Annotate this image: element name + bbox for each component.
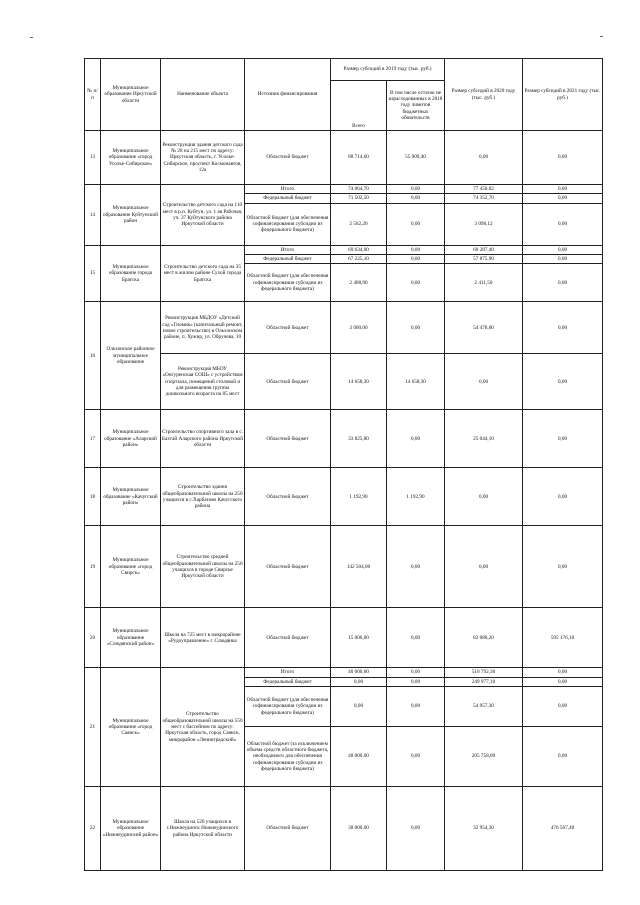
row-2019: 2 562,20 — [331, 203, 387, 245]
row-2021: 0,00 — [523, 677, 603, 686]
row-rest: 14 658,30 — [387, 354, 445, 410]
row-num: 15 — [85, 245, 101, 302]
row-2021: 0,00 — [523, 468, 603, 526]
row-object: Строительство средней общеобразовательной школы на 250 учащихся в городе Свирске Иркутской области — [161, 526, 245, 608]
row-2019: 33 825,80 — [331, 410, 387, 468]
row-rest: 0,00 — [387, 410, 445, 468]
row-rest: 0,00 — [387, 264, 445, 302]
row-2019: 14 658,30 — [331, 354, 387, 410]
row-2021: 0,00 — [523, 255, 603, 264]
row-2020: 60 287,40 — [445, 245, 523, 254]
row-municipality: Муниципальное образование «город Саянск» — [101, 668, 161, 787]
row-2019: 74 064,70 — [331, 185, 387, 194]
row-source: Федеральный бюджет — [245, 194, 331, 203]
row-2021: 0,00 — [523, 245, 603, 254]
header-2019-rest: В том числе остаток не израсходованных в 2018 году лимитов бюджетных обязательств — [387, 81, 445, 131]
row-source: Областной бюджет — [245, 526, 331, 608]
table-row — [85, 131, 603, 185]
row-2020: 0,00 — [445, 131, 523, 185]
header-source: Источник финансирования — [245, 59, 331, 131]
row-2020: 249 977,10 — [445, 677, 523, 686]
row-object: Реконструкция МБОУ «Онгуренская СОШ» с устройством спортзала, помещений столовой и для размещения группы дошкольного возраста на 85 мест — [161, 354, 245, 410]
row-2021: 476 567,40 — [523, 787, 603, 871]
row-municipality: Муниципальное образование «Качугский район» — [101, 468, 161, 526]
scan-mark — [600, 36, 603, 37]
row-2020: 205 758,00 — [445, 727, 523, 787]
row-source: Областной бюджет — [245, 608, 331, 668]
row-2021: 0,00 — [523, 668, 603, 677]
row-2021: 0,00 — [523, 185, 603, 194]
row-2020: 0,00 — [445, 526, 523, 608]
header-2020: Размер субсидий в 2020 году (тыс. руб.) — [445, 59, 523, 131]
row-2021: 0,00 — [523, 354, 603, 410]
table-row — [85, 354, 603, 410]
row-rest: 0,00 — [387, 668, 445, 677]
row-num: 14 — [85, 185, 101, 246]
row-2021: 0,00 — [523, 194, 603, 203]
row-2019: 71 502,50 — [331, 194, 387, 203]
row-municipality: Муниципальное образование «Нижнеудинский район» — [101, 787, 161, 871]
row-source: Итого — [245, 668, 331, 677]
row-2020: 25 044,10 — [445, 410, 523, 468]
row-rest: 0,00 — [387, 194, 445, 203]
row-2021: 0,00 — [523, 410, 603, 468]
row-source: Областной бюджет — [245, 131, 331, 185]
row-source: Областной бюджет (за исключением объема средств областного бюджета, необходимого для обеспечения софинансирования субсидии из федерального бюджета) — [245, 727, 331, 787]
row-num: 17 — [85, 410, 101, 468]
row-2020: 77 450,82 — [445, 185, 523, 194]
table-row — [85, 787, 603, 871]
row-num: 18 — [85, 468, 101, 526]
row-2021: 0,00 — [523, 203, 603, 245]
subsidy-table-sheet — [84, 58, 603, 871]
row-object: Школа на 520 учащихся в г.Нижнеудинск Нижнеудинского района Иркутской области — [161, 787, 245, 871]
row-source: Областной бюджет — [245, 410, 331, 468]
header-municipality: Муниципальное образование Иркутской области — [101, 59, 161, 131]
row-num: 19 — [85, 526, 101, 608]
row-2020: 54 057,30 — [445, 687, 523, 727]
row-municipality: Муниципальное образование «город Свирск» — [101, 526, 161, 608]
row-object: Школа на 725 мест в микрорайоне «Рудоуправление» г. Слюдянка — [161, 608, 245, 668]
header-object: Наименование объекта — [161, 59, 245, 131]
row-2021: 0,00 — [523, 687, 603, 727]
row-rest: 0,00 — [387, 608, 445, 668]
row-num: 22 — [85, 787, 101, 871]
row-2020: 510 792,30 — [445, 668, 523, 677]
row-municipality: Ольхонское районное муниципальное образование — [101, 302, 161, 410]
row-2019: 3 000,00 — [331, 302, 387, 354]
row-object: Строительство детского сада на 35 мест в жилом районе Сухой города Братска — [161, 245, 245, 302]
header-2021: Размер субсидий в 2021 году (тыс. руб.) — [523, 59, 603, 131]
table-row — [85, 668, 603, 677]
row-rest: 1 192,90 — [387, 468, 445, 526]
row-2020: 54 478,00 — [445, 302, 523, 354]
table-row — [85, 245, 603, 254]
row-2020: 57 875,90 — [445, 255, 523, 264]
row-source: Итого — [245, 245, 331, 254]
row-rest: 0,00 — [387, 203, 445, 245]
row-2021: 0,00 — [523, 131, 603, 185]
row-source: Областной бюджет (для обеспечения софинансирования субсидии из федерального бюджета) — [245, 203, 331, 245]
row-municipality: Муниципальное образование Куйтунский район — [101, 185, 161, 246]
row-source: Областной бюджет — [245, 468, 331, 526]
row-rest: 0,00 — [387, 255, 445, 264]
row-2020: 0,00 — [445, 468, 523, 526]
row-num: 20 — [85, 608, 101, 668]
row-source: Областной бюджет (для обеспечения софинансирования субсидии из федерального бюджета) — [245, 687, 331, 727]
row-object: Строительство здания общеобразовательной школы на 250 учащихся в с.Харбатово Качугского района — [161, 468, 245, 526]
row-2019: 2 408,90 — [331, 264, 387, 302]
row-2020: 82 080,20 — [445, 608, 523, 668]
header-2019-total: Всего — [331, 81, 387, 131]
row-source: Областной бюджет — [245, 354, 331, 410]
row-source: Федеральный бюджет — [245, 677, 331, 686]
row-object: Строительство общеобразовательной школы на 550 мест с бассейном по адресу: Иркутская область, город Саянск, микрорайон «Ленинградский» — [161, 668, 245, 787]
row-2019: 40 000,00 — [331, 668, 387, 677]
row-2019: 88 714,60 — [331, 131, 387, 185]
table-row — [85, 608, 603, 668]
row-num: 13 — [85, 131, 101, 185]
row-2020: 2 411,50 — [445, 264, 523, 302]
row-object: Строительство спортивного зала в с. Бахтай Аларского района Иркутской области — [161, 410, 245, 468]
row-rest: 0,00 — [387, 245, 445, 254]
row-municipality: Муниципальное образование города Братска — [101, 245, 161, 302]
row-rest: 55 909,40 — [387, 131, 445, 185]
table-row — [85, 468, 603, 526]
scan-mark — [30, 37, 33, 38]
row-object: Реконструкция МБДОУ «Детский сад «Гномик» (капитальный ремонт, новое строительство) в Ольхонском районе, п. Хужир, ул. Обручева, 10 — [161, 302, 245, 354]
row-2019: 1 192,90 — [331, 468, 387, 526]
row-rest: 0,00 — [387, 185, 445, 194]
row-source: Областной бюджет (для обеспечения софинансирования субсидии из федерального бюджета) — [245, 264, 331, 302]
table-row — [85, 185, 603, 194]
row-municipality: Муниципальное образование «город Усолье-Сибирское» — [101, 131, 161, 185]
row-source: Федеральный бюджет — [245, 255, 331, 264]
row-rest: 0,00 — [387, 727, 445, 787]
row-2019: 69 634,00 — [331, 245, 387, 254]
row-2020: 32 954,30 — [445, 787, 523, 871]
row-object: Реконструкция здания детского сада № 28 на 215 мест по адресу: Иркутская область, г. Усолье-Сибирское, проспект Космонавтов, 12а — [161, 131, 245, 185]
subsidy-table — [84, 58, 603, 871]
row-2021: 0,00 — [523, 302, 603, 354]
row-rest: 0,00 — [387, 687, 445, 727]
row-2020: 3 098,12 — [445, 203, 523, 245]
row-rest: 0,00 — [387, 526, 445, 608]
row-2019: 15 000,00 — [331, 608, 387, 668]
row-municipality: Муниципальное образование «Слюдянский район» — [101, 608, 161, 668]
row-municipality: Муниципальное образование «Аларский район» — [101, 410, 161, 468]
row-2020: 0,00 — [445, 354, 523, 410]
row-2021: 0,00 — [523, 526, 603, 608]
row-num: 21 — [85, 668, 101, 787]
table-row — [85, 302, 603, 354]
row-2019: 30 000,00 — [331, 787, 387, 871]
header-2019: Размер субсидий в 2019 году (тыс. руб.) — [331, 59, 445, 81]
row-source: Областной бюджет — [245, 302, 331, 354]
table-row — [85, 410, 603, 468]
row-2021: 595 176,10 — [523, 608, 603, 668]
row-num: 16 — [85, 302, 101, 410]
row-2021: 0,00 — [523, 727, 603, 787]
row-2019: 0,00 — [331, 677, 387, 686]
row-source: Итого — [245, 185, 331, 194]
header-num: № п/п — [85, 59, 101, 131]
row-2019: 142 504,00 — [331, 526, 387, 608]
row-object: Строительство детского сада на 110 мест в р.п. Куйтун, ул. 1 ая Рабочая, уч. 37 Куйтунского района Иркутской области — [161, 185, 245, 246]
row-2019: 67 225,10 — [331, 255, 387, 264]
row-rest: 0,00 — [387, 302, 445, 354]
row-2019: 40 000,00 — [331, 727, 387, 787]
row-2019: 0,00 — [331, 687, 387, 727]
row-2021: 0,00 — [523, 264, 603, 302]
row-rest: 0,00 — [387, 677, 445, 686]
table-row — [85, 526, 603, 608]
row-rest: 0,00 — [387, 787, 445, 871]
row-source: Областной бюджет — [245, 787, 331, 871]
row-2020: 74 352,70 — [445, 194, 523, 203]
